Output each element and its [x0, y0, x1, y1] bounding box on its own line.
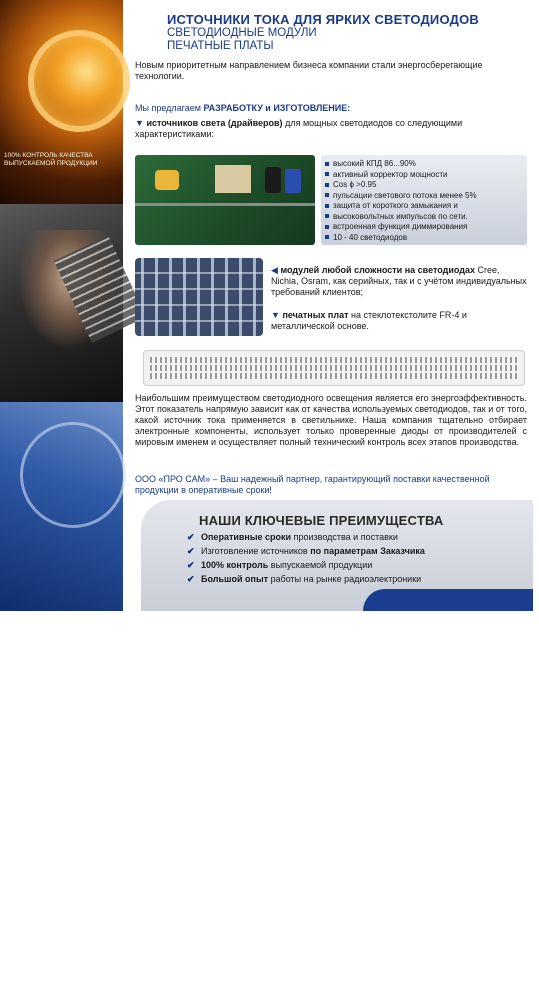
modules-bold: модулей любой сложности на светодиодах	[280, 265, 475, 275]
advantage-rest: работы на рынке радиоэлектроники	[268, 574, 422, 584]
pcb-paragraph	[271, 310, 527, 332]
capacitor-graphic	[155, 170, 179, 190]
led-row-graphic	[135, 304, 263, 306]
delivery-caption: ОПЕРАТИВНЫЕ СРОКИ ПРОИЗВОДСТВА И ПОСТАВКИ	[4, 972, 101, 987]
advantages-title: НАШИ КЛЮЧЕВЫЕ ПРЕИМУЩЕСТВА	[199, 513, 444, 528]
clock-graphic	[20, 422, 126, 528]
triangle-bullet-icon: ▼	[271, 310, 280, 320]
square-bullet-icon	[325, 204, 329, 208]
drivers-bold: источников света (драйверов)	[146, 118, 283, 128]
square-bullet-icon	[325, 172, 329, 176]
advantage-pre: Изготовление источников	[201, 546, 311, 556]
decorative-blue-corner	[363, 589, 533, 611]
advantage-bold: Большой опыт	[201, 574, 269, 584]
advantage-item	[187, 574, 421, 585]
advantage-item	[187, 546, 425, 557]
pcb-bold: печатных плат	[282, 310, 349, 320]
pcb-rest: на стеклотекстолите FR-4 и металлической основе.	[271, 310, 467, 331]
magnifier-lens-graphic	[28, 30, 130, 132]
transformer-graphic	[215, 165, 251, 193]
square-bullet-icon	[325, 193, 329, 197]
spec-item	[325, 191, 477, 200]
spec-text: защита от короткого замыкания и	[333, 201, 458, 210]
advantage-item	[187, 532, 398, 543]
offer-bold: РАЗРАБОТКУ и ИЗГОТОВЛЕНИЕ:	[203, 103, 351, 113]
spec-item	[325, 222, 467, 231]
clock-photo	[0, 402, 123, 987]
spec-text: Cos ϕ >0.95	[333, 180, 377, 189]
page-subtitle-pcb: ПЕЧАТНЫЕ ПЛАТЫ	[167, 40, 274, 52]
checkmark-icon: ✔	[187, 546, 195, 556]
checkmark-icon: ✔	[187, 532, 195, 542]
advantage-bold: 100% контроль	[201, 560, 269, 570]
led-row-graphic	[135, 288, 263, 290]
spec-text: активный корректор мощности	[333, 169, 448, 179]
partner-statement: ООО «ПРО САМ» – Ваш надежный партнер, гарантирующий поставки качественной продукции в оперативные сроки!	[135, 474, 490, 495]
spec-item	[325, 180, 376, 189]
advantage-item	[187, 560, 372, 571]
spec-text: высоковольтных импульсов по сети.	[333, 211, 468, 221]
spec-item	[325, 233, 407, 242]
advantages-panel	[141, 500, 533, 611]
advantage-bold: Оперативные сроки	[201, 532, 292, 542]
square-bullet-icon	[325, 183, 329, 187]
quality-caption: 100% КОНТРОЛЬ КАЧЕСТВА ВЫПУСКАЕМОЙ ПРОДУКЦИИ	[4, 152, 98, 167]
offer-heading	[135, 103, 350, 113]
spec-item	[325, 201, 458, 210]
magnifier-photo	[0, 0, 123, 204]
page-title: ИСТОЧНИКИ ТОКА ДЛЯ ЯРКИХ СВЕТОДИОДОВ	[167, 12, 479, 27]
led-modules-photo	[135, 258, 263, 336]
offer-prefix: Мы предлагаем	[135, 103, 204, 113]
square-bullet-icon	[325, 225, 329, 229]
led-strip-photo	[143, 350, 525, 386]
triangle-bullet-icon: ▼	[135, 118, 144, 128]
spec-text: 10 - 40 светодиодов	[333, 232, 408, 242]
checkmark-icon: ✔	[187, 574, 195, 584]
modules-paragraph	[271, 265, 527, 298]
capacitor-blue-graphic	[285, 169, 301, 193]
square-bullet-icon	[325, 235, 329, 239]
capacitor-black-graphic	[265, 167, 281, 193]
driver-board-photo	[135, 155, 315, 245]
body-paragraph: Наибольшим преимуществом светодиодного освещения является его энергоэффективность. Этот показатель напрямую зависит как от качества используемых светодиодов, так и от того, какой источник тока применяется в светильнике. Наша компания тщательно отбирает электронные компоненты, использует только проверенные диоды от производителей с мировым именем и осуществляет полный технический контроль всех этапов производства.	[135, 393, 527, 447]
modules-rest: Cree, Nichia, Osram, как серийных, так и с учётом индивидуальных требований клиентов;	[271, 265, 527, 297]
led-row-graphic	[135, 320, 263, 322]
spec-item	[325, 159, 416, 168]
advantage-rest: производства и поставки	[291, 532, 398, 542]
spec-item	[325, 170, 447, 179]
square-bullet-icon	[325, 162, 329, 166]
driver-specs-box	[321, 155, 527, 245]
led-strip-row-graphic	[150, 357, 518, 363]
led-row-graphic	[135, 272, 263, 274]
page-subtitle-modules: СВЕТОДИОДНЫЕ МОДУЛИ	[167, 27, 317, 39]
left-photo-column	[0, 0, 123, 987]
advantage-rest: выпускаемой продукции	[268, 560, 373, 570]
spec-item	[325, 212, 468, 221]
led-strip-row-graphic	[150, 373, 518, 379]
wire-graphic	[135, 203, 315, 206]
assembly-photo	[0, 204, 123, 402]
drivers-rest: для мощных светодиодов со следующими характеристиками:	[135, 118, 463, 139]
advantage-bold: по параметрам Заказчика	[310, 546, 425, 556]
checkmark-icon: ✔	[187, 560, 195, 570]
spec-text: пульсации светового потока менее 5%	[333, 190, 477, 200]
led-strip-row-graphic	[150, 365, 518, 371]
drivers-paragraph	[135, 118, 527, 140]
main-content	[129, 0, 533, 611]
spec-text: встроенная функция диммирования	[333, 222, 468, 231]
intro-text: Новым приоритетным направлением бизнеса компании стали энергосберегающие технологии.	[135, 60, 483, 81]
triangle-bullet-icon: ◀	[271, 265, 278, 275]
square-bullet-icon	[325, 214, 329, 218]
spec-text: высокий КПД 86...90%	[333, 159, 416, 168]
